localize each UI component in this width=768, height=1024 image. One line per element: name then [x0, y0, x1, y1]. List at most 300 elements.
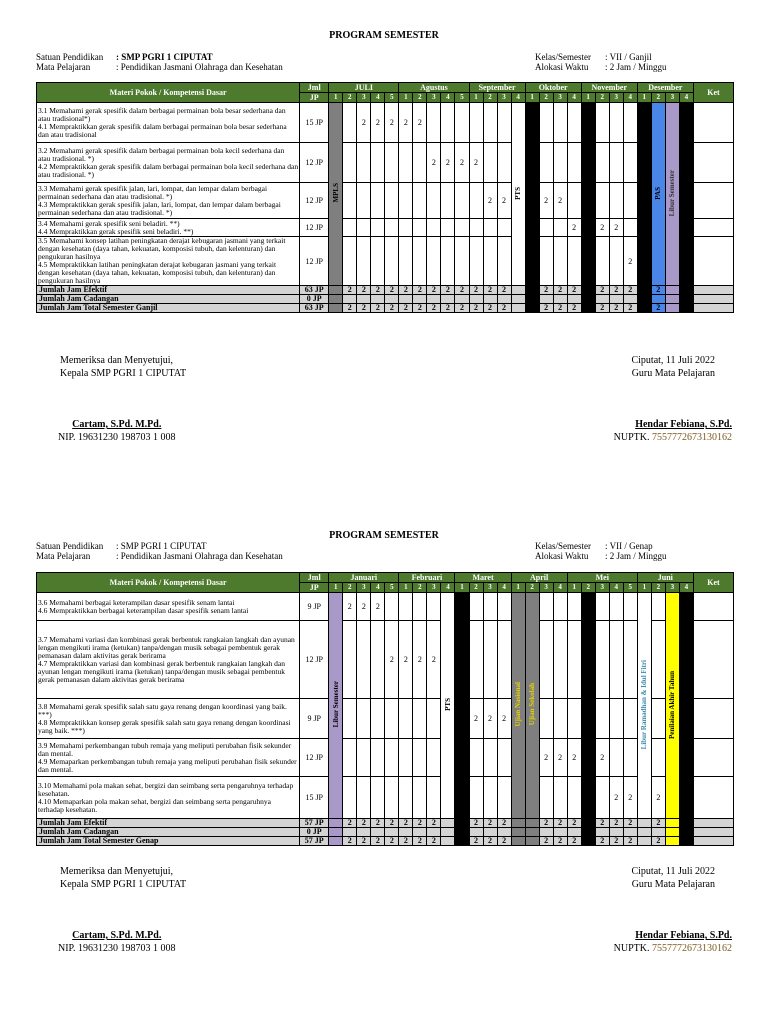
summary-ket-cell — [693, 286, 733, 295]
week-cell — [497, 739, 511, 777]
week-number: 4 — [371, 93, 385, 103]
nuptk-label: NUPTK. — [613, 432, 650, 443]
summary-week-cell — [651, 828, 665, 837]
summary-label: Jumlah Jam Cadangan — [37, 295, 300, 304]
week-cell — [385, 593, 399, 621]
week-cell — [623, 143, 637, 183]
summary-week-cell — [511, 828, 525, 837]
week-number: 2 — [651, 583, 665, 593]
summary-week-cell: 2 — [651, 304, 665, 313]
week-cell — [427, 593, 441, 621]
week-cell — [539, 103, 553, 143]
summary-week-cell — [525, 837, 539, 846]
summary-week-cell — [329, 304, 343, 313]
summary-week-cell — [665, 828, 679, 837]
week-cell — [539, 219, 553, 237]
mapel-label: Mata Pelajaran — [36, 551, 91, 561]
summary-week-cell: 2 — [357, 286, 371, 295]
week-cell — [623, 739, 637, 777]
summary-week-cell: 2 — [497, 819, 511, 828]
week-cell — [385, 183, 399, 219]
week-cell: 2 — [455, 143, 469, 183]
week-number: 1 — [567, 583, 581, 593]
summary-week-cell — [441, 837, 455, 846]
ket-cell — [693, 183, 733, 219]
vertical-label: PTS — [443, 698, 452, 711]
week-number: 4 — [553, 583, 567, 593]
week-cell — [427, 219, 441, 237]
summary-week-cell: 2 — [371, 304, 385, 313]
special-column — [455, 593, 469, 819]
summary-week-cell — [427, 295, 441, 304]
special-column — [581, 593, 595, 819]
summary-week-cell: 2 — [399, 837, 413, 846]
semester1-teacher — [614, 418, 732, 444]
materi-cell: 3.1 Memahami gerak spesifik dalam berbagai permainan bola besar sederhana dan atau tradisional*) 4.1 Mempraktikkan gerak spesifik dalam berbagai permainan bola besar sederhana dan atau tradisional — [37, 103, 300, 143]
ket-cell — [693, 621, 733, 699]
month-header: JULI — [329, 83, 399, 93]
week-cell: 2 — [595, 219, 609, 237]
summary-week-cell — [637, 819, 651, 828]
summary-label: Jumlah Jam Efektif — [37, 286, 300, 295]
headmaster-title: Kepala SMP PGRI 1 CIPUTAT — [60, 368, 187, 379]
week-cell — [413, 777, 427, 819]
week-cell — [609, 183, 623, 219]
week-number: 4 — [567, 93, 581, 103]
week-cell — [609, 621, 623, 699]
summary-week-cell: 2 — [567, 304, 581, 313]
week-cell — [399, 219, 413, 237]
summary-week-cell: 2 — [651, 837, 665, 846]
summary-week-cell: 2 — [483, 286, 497, 295]
week-cell — [595, 103, 609, 143]
header-materi: Materi Pokok / Kompetensi Dasar — [37, 83, 300, 103]
week-cell — [483, 143, 497, 183]
mapel-value: : Pendidikan Jasmani Olahraga dan Kesehatan — [116, 551, 283, 561]
summary-label: Jumlah Jam Total Semester Genap — [37, 837, 300, 846]
summary-week-cell — [455, 819, 469, 828]
week-cell — [567, 103, 581, 143]
week-cell — [539, 237, 553, 286]
summary-week-cell — [343, 295, 357, 304]
week-cell — [539, 621, 553, 699]
summary-week-cell — [525, 295, 539, 304]
semester2-sign-right — [631, 865, 715, 891]
semester1-info-right — [535, 52, 667, 72]
summary-week-cell — [525, 304, 539, 313]
week-number: 4 — [679, 93, 693, 103]
jp-cell: 12 JP — [300, 143, 329, 183]
summary-week-cell — [581, 286, 595, 295]
summary-week-cell — [441, 819, 455, 828]
week-cell — [651, 699, 665, 739]
summary-week-cell — [581, 837, 595, 846]
week-cell — [343, 777, 357, 819]
summary-week-cell: 2 — [623, 837, 637, 846]
week-cell — [427, 183, 441, 219]
ket-cell — [693, 219, 733, 237]
summary-week-cell: 2 — [609, 286, 623, 295]
place-date: Ciputat, 11 Juli 2022 — [631, 866, 715, 877]
summary-ket-cell — [693, 837, 733, 846]
week-cell: 2 — [651, 777, 665, 819]
week-cell — [623, 699, 637, 739]
summary-week-cell: 2 — [413, 837, 427, 846]
week-cell: 2 — [567, 739, 581, 777]
week-number: 3 — [665, 93, 679, 103]
summary-week-cell: 2 — [413, 819, 427, 828]
summary-week-cell: 2 — [469, 286, 483, 295]
special-column — [679, 103, 693, 286]
week-cell: 2 — [385, 103, 399, 143]
summary-week-cell — [525, 286, 539, 295]
materi-cell: 3.9 Memahami perkembangan tubuh remaja yang meliputi perubahan fisik sekunder dan mental. 4.9 Memaparkan perkembangan tubuh remaja yang meliputi perubahan fisik sekunder dan mental. — [37, 739, 300, 777]
semester2-title: PROGRAM SEMESTER — [329, 530, 439, 541]
week-number: 3 — [595, 583, 609, 593]
approval-text: Memeriksa dan Menyetujui, — [60, 355, 174, 366]
week-number: 4 — [609, 583, 623, 593]
summary-week-cell: 2 — [371, 819, 385, 828]
week-cell — [385, 699, 399, 739]
summary-week-cell — [581, 828, 595, 837]
alokasi-label: Alokasi Waktu — [535, 551, 589, 561]
summary-week-cell: 2 — [497, 304, 511, 313]
summary-week-cell — [469, 295, 483, 304]
summary-week-cell: 2 — [469, 819, 483, 828]
jp-cell: 12 JP — [300, 237, 329, 286]
headmaster-nip: NIP. 19631230 198703 1 008 — [58, 432, 176, 443]
summary-week-cell: 2 — [413, 286, 427, 295]
month-header: Desember — [637, 83, 693, 93]
week-cell — [567, 237, 581, 286]
week-cell — [623, 219, 637, 237]
week-cell — [413, 699, 427, 739]
summary-week-cell — [665, 837, 679, 846]
summary-week-cell — [399, 828, 413, 837]
week-cell — [441, 183, 455, 219]
week-cell — [609, 739, 623, 777]
summary-label: Jumlah Jam Efektif — [37, 819, 300, 828]
summary-week-cell — [385, 828, 399, 837]
week-cell: 2 — [343, 593, 357, 621]
kelas-label: Kelas/Semester — [535, 541, 591, 551]
week-number: 4 — [441, 583, 455, 593]
week-cell — [483, 621, 497, 699]
week-number: 1 — [329, 93, 343, 103]
week-cell — [623, 621, 637, 699]
week-cell — [567, 699, 581, 739]
week-cell — [413, 219, 427, 237]
summary-week-cell — [357, 828, 371, 837]
summary-week-cell — [329, 286, 343, 295]
header-ket: Ket — [693, 573, 733, 593]
week-number: 2 — [483, 93, 497, 103]
summary-week-cell: 2 — [623, 304, 637, 313]
week-number: 2 — [469, 583, 483, 593]
week-cell — [553, 237, 567, 286]
place-date: Ciputat, 11 Juli 2022 — [631, 355, 715, 366]
special-column — [581, 103, 595, 286]
summary-week-cell: 2 — [357, 837, 371, 846]
jp-cell: 12 JP — [300, 219, 329, 237]
summary-week-cell: 2 — [567, 837, 581, 846]
summary-week-cell: 2 — [553, 286, 567, 295]
summary-jp: 57 JP — [300, 837, 329, 846]
summary-week-cell — [525, 828, 539, 837]
header-jml: Jml — [300, 573, 329, 583]
summary-week-cell: 2 — [427, 837, 441, 846]
week-cell — [595, 143, 609, 183]
summary-week-cell — [595, 295, 609, 304]
jp-cell: 15 JP — [300, 103, 329, 143]
week-cell: 2 — [497, 183, 511, 219]
alokasi-value: : 2 Jam / Minggu — [605, 62, 667, 72]
week-cell — [651, 621, 665, 699]
nuptk-number: 7557772673130162 — [652, 432, 732, 443]
week-number: 3 — [553, 93, 567, 103]
week-cell — [399, 183, 413, 219]
week-cell — [567, 183, 581, 219]
summary-week-cell: 2 — [343, 286, 357, 295]
ket-cell — [693, 699, 733, 739]
week-cell: 2 — [539, 739, 553, 777]
vertical-label: Libur Ramadhan & Idul Fitri — [640, 659, 649, 750]
semester2-info-left — [36, 541, 283, 561]
week-number: 4 — [371, 583, 385, 593]
special-column — [637, 103, 651, 286]
week-cell — [441, 103, 455, 143]
summary-ket-cell — [693, 295, 733, 304]
jp-cell: 9 JP — [300, 593, 329, 621]
week-cell — [553, 699, 567, 739]
week-cell — [385, 237, 399, 286]
materi-cell: 3.7 Memahami variasi dan kombinasi gerak berbentuk rangkaian langkah dan ayunan lengan mengikuti irama (ketukan) tanpa/dengan musik sebagai pembentuk gerak pemanasan dalam aktivitas gerak berirama 4.7 Mempraktikkan variasi dan kombinasi gerak berbentuk rangkaian langkah dan ayunan lengan mengikuti irama (ketukan) tanpa/dengan musik sebagai pembentuk gerak pemanasan dalam aktivitas gerak berirama — [37, 621, 300, 699]
week-cell — [567, 777, 581, 819]
week-cell — [399, 739, 413, 777]
week-cell — [343, 183, 357, 219]
week-cell: 2 — [553, 183, 567, 219]
week-number: 3 — [357, 93, 371, 103]
mapel-label: Mata Pelajaran — [36, 62, 91, 72]
ket-cell — [693, 739, 733, 777]
semester2-teacher — [614, 929, 732, 955]
week-cell — [357, 699, 371, 739]
week-cell — [427, 699, 441, 739]
week-cell: 2 — [399, 103, 413, 143]
semester1-info-left — [36, 52, 283, 72]
week-cell: 2 — [609, 219, 623, 237]
summary-week-cell: 2 — [343, 819, 357, 828]
summary-week-cell: 2 — [623, 286, 637, 295]
summary-label: Jumlah Jam Total Semester Ganjil — [37, 304, 300, 313]
materi-cell: 3.3 Memahami gerak spesifik jalan, lari, lompat, dan lempar dalam berbagai permainan sederhana dan atau tradisional. *) 4.3 Mempraktikkan gerak spesifik jalan, lari, lompat, dan lempar dalam berbagai permainan sederhana dan atau tradisional. *) — [37, 183, 300, 219]
special-column — [665, 103, 679, 286]
week-cell — [483, 219, 497, 237]
week-cell: 2 — [427, 143, 441, 183]
summary-jp: 0 JP — [300, 295, 329, 304]
week-cell: 2 — [623, 777, 637, 819]
summary-week-cell — [441, 828, 455, 837]
week-cell — [427, 777, 441, 819]
week-cell — [483, 593, 497, 621]
month-header: Februari — [399, 573, 455, 583]
summary-week-cell: 2 — [357, 819, 371, 828]
summary-week-cell: 2 — [483, 304, 497, 313]
semester1-table — [36, 82, 734, 313]
week-cell — [455, 219, 469, 237]
week-cell: 2 — [483, 699, 497, 739]
summary-week-cell — [455, 295, 469, 304]
special-column — [511, 593, 525, 819]
summary-week-cell: 2 — [637, 304, 651, 313]
month-header: Mei — [567, 573, 637, 583]
week-number: 1 — [637, 93, 651, 103]
semester2-headmaster — [58, 929, 176, 955]
week-number: 1 — [581, 93, 595, 103]
teacher-name: Hendar Febiana, S.Pd. — [635, 419, 732, 430]
week-cell: 2 — [357, 103, 371, 143]
week-cell — [539, 143, 553, 183]
week-cell — [469, 621, 483, 699]
week-cell — [343, 699, 357, 739]
summary-week-cell — [665, 304, 679, 313]
summary-week-cell: 2 — [497, 837, 511, 846]
materi-cell: 3.10 Memahami pola makan sehat, bergizi dan seimbang serta pengaruhnya terhadap kesehatan. 4.10 Memaparkan pola makan sehat, bergizi dan seimbang serta pengaruhnya terhadap kesehatan. — [37, 777, 300, 819]
week-number: 1 — [511, 583, 525, 593]
week-cell — [469, 739, 483, 777]
ket-cell — [693, 103, 733, 143]
materi-cell: 3.8 Memahami gerak spesifik salah satu gaya renang dengan koordinasi yang baik. ***) 4.8 Mempraktikkan konsep gerak spesifik salah satu gaya renang dengan koordinasi yang baik. ***) — [37, 699, 300, 739]
summary-week-cell — [679, 295, 693, 304]
week-cell: 2 — [553, 739, 567, 777]
nuptk-label: NUPTK. — [613, 943, 650, 954]
week-number: 5 — [455, 93, 469, 103]
summary-week-cell: 2 — [651, 286, 665, 295]
week-cell — [371, 777, 385, 819]
summary-week-cell — [679, 828, 693, 837]
week-cell: 2 — [595, 739, 609, 777]
jp-cell: 12 JP — [300, 739, 329, 777]
ket-cell — [693, 777, 733, 819]
week-number: 3 — [357, 583, 371, 593]
summary-week-cell: 2 — [539, 819, 553, 828]
month-header: Januari — [329, 573, 399, 583]
summary-week-cell — [609, 828, 623, 837]
week-cell — [469, 593, 483, 621]
week-number: 2 — [581, 583, 595, 593]
week-cell — [399, 593, 413, 621]
summary-week-cell — [483, 828, 497, 837]
summary-week-cell — [455, 837, 469, 846]
week-cell — [497, 103, 511, 143]
week-cell — [651, 593, 665, 621]
summary-week-cell — [399, 295, 413, 304]
week-cell — [357, 777, 371, 819]
summary-week-cell — [623, 295, 637, 304]
week-cell — [371, 699, 385, 739]
nuptk-number: 7557772673130162 — [652, 943, 732, 954]
headmaster-nip: NIP. 19631230 198703 1 008 — [58, 943, 176, 954]
summary-week-cell: 2 — [357, 304, 371, 313]
summary-week-cell: 2 — [343, 304, 357, 313]
alokasi-value: : 2 Jam / Minggu — [605, 551, 667, 561]
week-cell — [343, 103, 357, 143]
summary-week-cell: 2 — [567, 819, 581, 828]
summary-week-cell: 2 — [553, 819, 567, 828]
week-cell — [469, 219, 483, 237]
summary-jp: 0 JP — [300, 828, 329, 837]
week-cell — [497, 143, 511, 183]
summary-week-cell: 2 — [469, 304, 483, 313]
week-cell — [357, 183, 371, 219]
summary-week-cell: 2 — [399, 304, 413, 313]
vertical-label: Penilaian Akhir Tahun — [668, 670, 677, 739]
week-number: 1 — [455, 583, 469, 593]
summary-week-cell: 2 — [385, 819, 399, 828]
week-cell: 2 — [385, 621, 399, 699]
satuan-label: Satuan Pendidikan — [36, 541, 104, 551]
summary-week-cell — [637, 828, 651, 837]
kelas-value: : VII / Genap — [605, 541, 653, 551]
week-cell — [483, 103, 497, 143]
week-cell — [357, 219, 371, 237]
ket-cell — [693, 237, 733, 286]
week-cell — [357, 143, 371, 183]
teacher-title: Guru Mata Pelajaran — [631, 368, 715, 379]
summary-week-cell — [679, 819, 693, 828]
week-cell — [595, 237, 609, 286]
summary-week-cell: 2 — [595, 819, 609, 828]
week-cell — [567, 143, 581, 183]
month-header: April — [511, 573, 567, 583]
ket-cell — [693, 143, 733, 183]
headmaster-name: Cartam, S.Pd. M.Pd. — [72, 930, 162, 941]
summary-week-cell: 2 — [609, 819, 623, 828]
week-cell — [385, 739, 399, 777]
header-ket: Ket — [693, 83, 733, 103]
summary-week-cell — [679, 837, 693, 846]
week-cell: 2 — [357, 593, 371, 621]
week-cell — [497, 621, 511, 699]
week-number: 1 — [525, 93, 539, 103]
summary-ket-cell — [693, 304, 733, 313]
week-cell — [413, 593, 427, 621]
week-cell — [483, 237, 497, 286]
week-cell — [343, 621, 357, 699]
week-cell — [385, 219, 399, 237]
satuan-value: : SMP PGRI 1 CIPUTAT — [116, 541, 207, 551]
summary-week-cell: 2 — [553, 837, 567, 846]
summary-week-cell — [511, 304, 525, 313]
week-cell — [357, 621, 371, 699]
summary-week-cell — [651, 295, 665, 304]
week-cell — [441, 237, 455, 286]
week-cell — [609, 593, 623, 621]
special-column — [441, 593, 455, 819]
week-cell — [371, 183, 385, 219]
summary-week-cell — [665, 295, 679, 304]
week-number: 1 — [399, 93, 413, 103]
week-cell — [455, 103, 469, 143]
summary-week-cell — [623, 828, 637, 837]
summary-week-cell — [511, 819, 525, 828]
week-cell — [413, 183, 427, 219]
satuan-label: Satuan Pendidikan — [36, 52, 104, 62]
headmaster-title: Kepala SMP PGRI 1 CIPUTAT — [60, 879, 187, 890]
week-cell — [483, 777, 497, 819]
summary-week-cell: 2 — [595, 837, 609, 846]
week-cell — [595, 621, 609, 699]
